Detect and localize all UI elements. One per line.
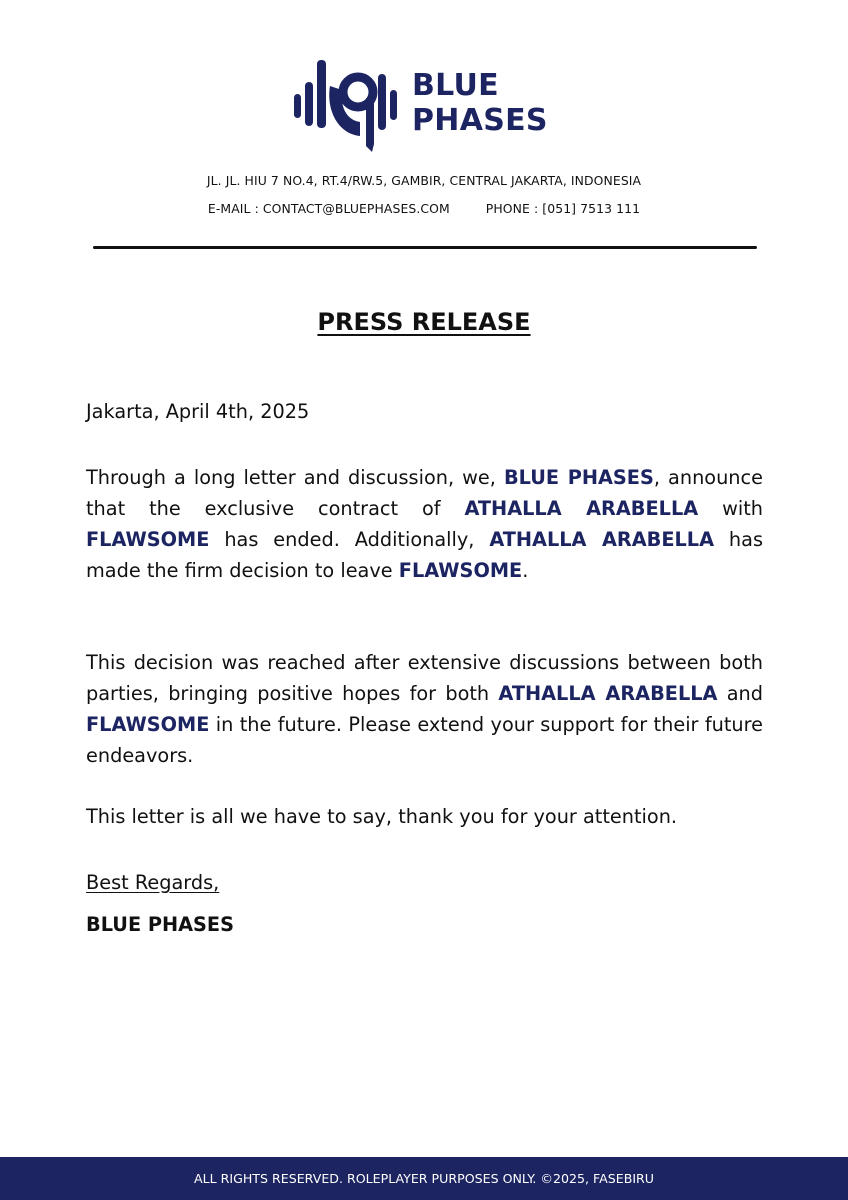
paragraph-1-text: has ended. Additionally,: [209, 528, 490, 551]
group-highlight: FLAWSOME: [86, 528, 210, 551]
company-logo: [294, 60, 564, 154]
artist-highlight: ATHALLA ARABELLA: [498, 682, 718, 705]
paragraph-1-text: with: [698, 497, 763, 520]
paragraph-1-text: has made the firm decision to leave: [86, 528, 763, 582]
paragraph-1: [86, 462, 763, 586]
company-name: [412, 68, 548, 138]
artist-highlight: ATHALLA ARABELLA: [489, 528, 715, 551]
paragraph-1-text: Through a long letter and discussion, we,: [86, 466, 504, 489]
paragraph-3: This letter is all we have to say, thank you for your attention.: [86, 805, 678, 828]
company-name-line1: BLUE: [412, 68, 499, 103]
paragraph-2-text: in the future. Please extend your support for their future endeavors.: [86, 713, 763, 767]
paragraph-2-text: and: [717, 682, 763, 705]
paragraph-1-text: , announce that the exclusive contract of: [86, 466, 763, 520]
paragraph-1-text: .: [522, 559, 529, 582]
company-name-line2: PHASES: [412, 103, 548, 138]
group-highlight: FLAWSOME: [398, 559, 523, 582]
email-text: E-MAIL : CONTACT@BLUEPHASES.COM: [207, 201, 450, 216]
contact-line: [0, 201, 848, 216]
page-title: PRESS RELEASE: [317, 308, 531, 336]
company-highlight: BLUE PHASES: [503, 466, 654, 489]
footer-text: ALL RIGHTS RESERVED. ROLEPLAYER PURPOSES ONLY. ©2025, FASEBIRU: [193, 1171, 655, 1186]
closing-regards: Best Regards,: [86, 871, 220, 894]
phone-text: PHONE : [051] 7513 111: [485, 201, 641, 216]
artist-highlight: ATHALLA ARABELLA: [464, 497, 699, 520]
paragraph-2: [86, 647, 763, 771]
company-address: JL. JL. HIU 7 NO.4, RT.4/RW.5, GAMBIR, CENTRAL JAKARTA, INDONESIA: [206, 173, 642, 188]
footer-bar: [0, 1157, 848, 1200]
letter-date: Jakarta, April 4th, 2025: [86, 400, 310, 423]
paragraph-2-text: This decision was reached after extensive discussions between both parties, bringing positive hopes for both: [86, 651, 763, 705]
signer-name: BLUE PHASES: [86, 913, 234, 936]
soundwave-logo-icon: [294, 60, 398, 154]
group-highlight: FLAWSOME: [86, 713, 210, 736]
header-divider: [93, 246, 757, 249]
